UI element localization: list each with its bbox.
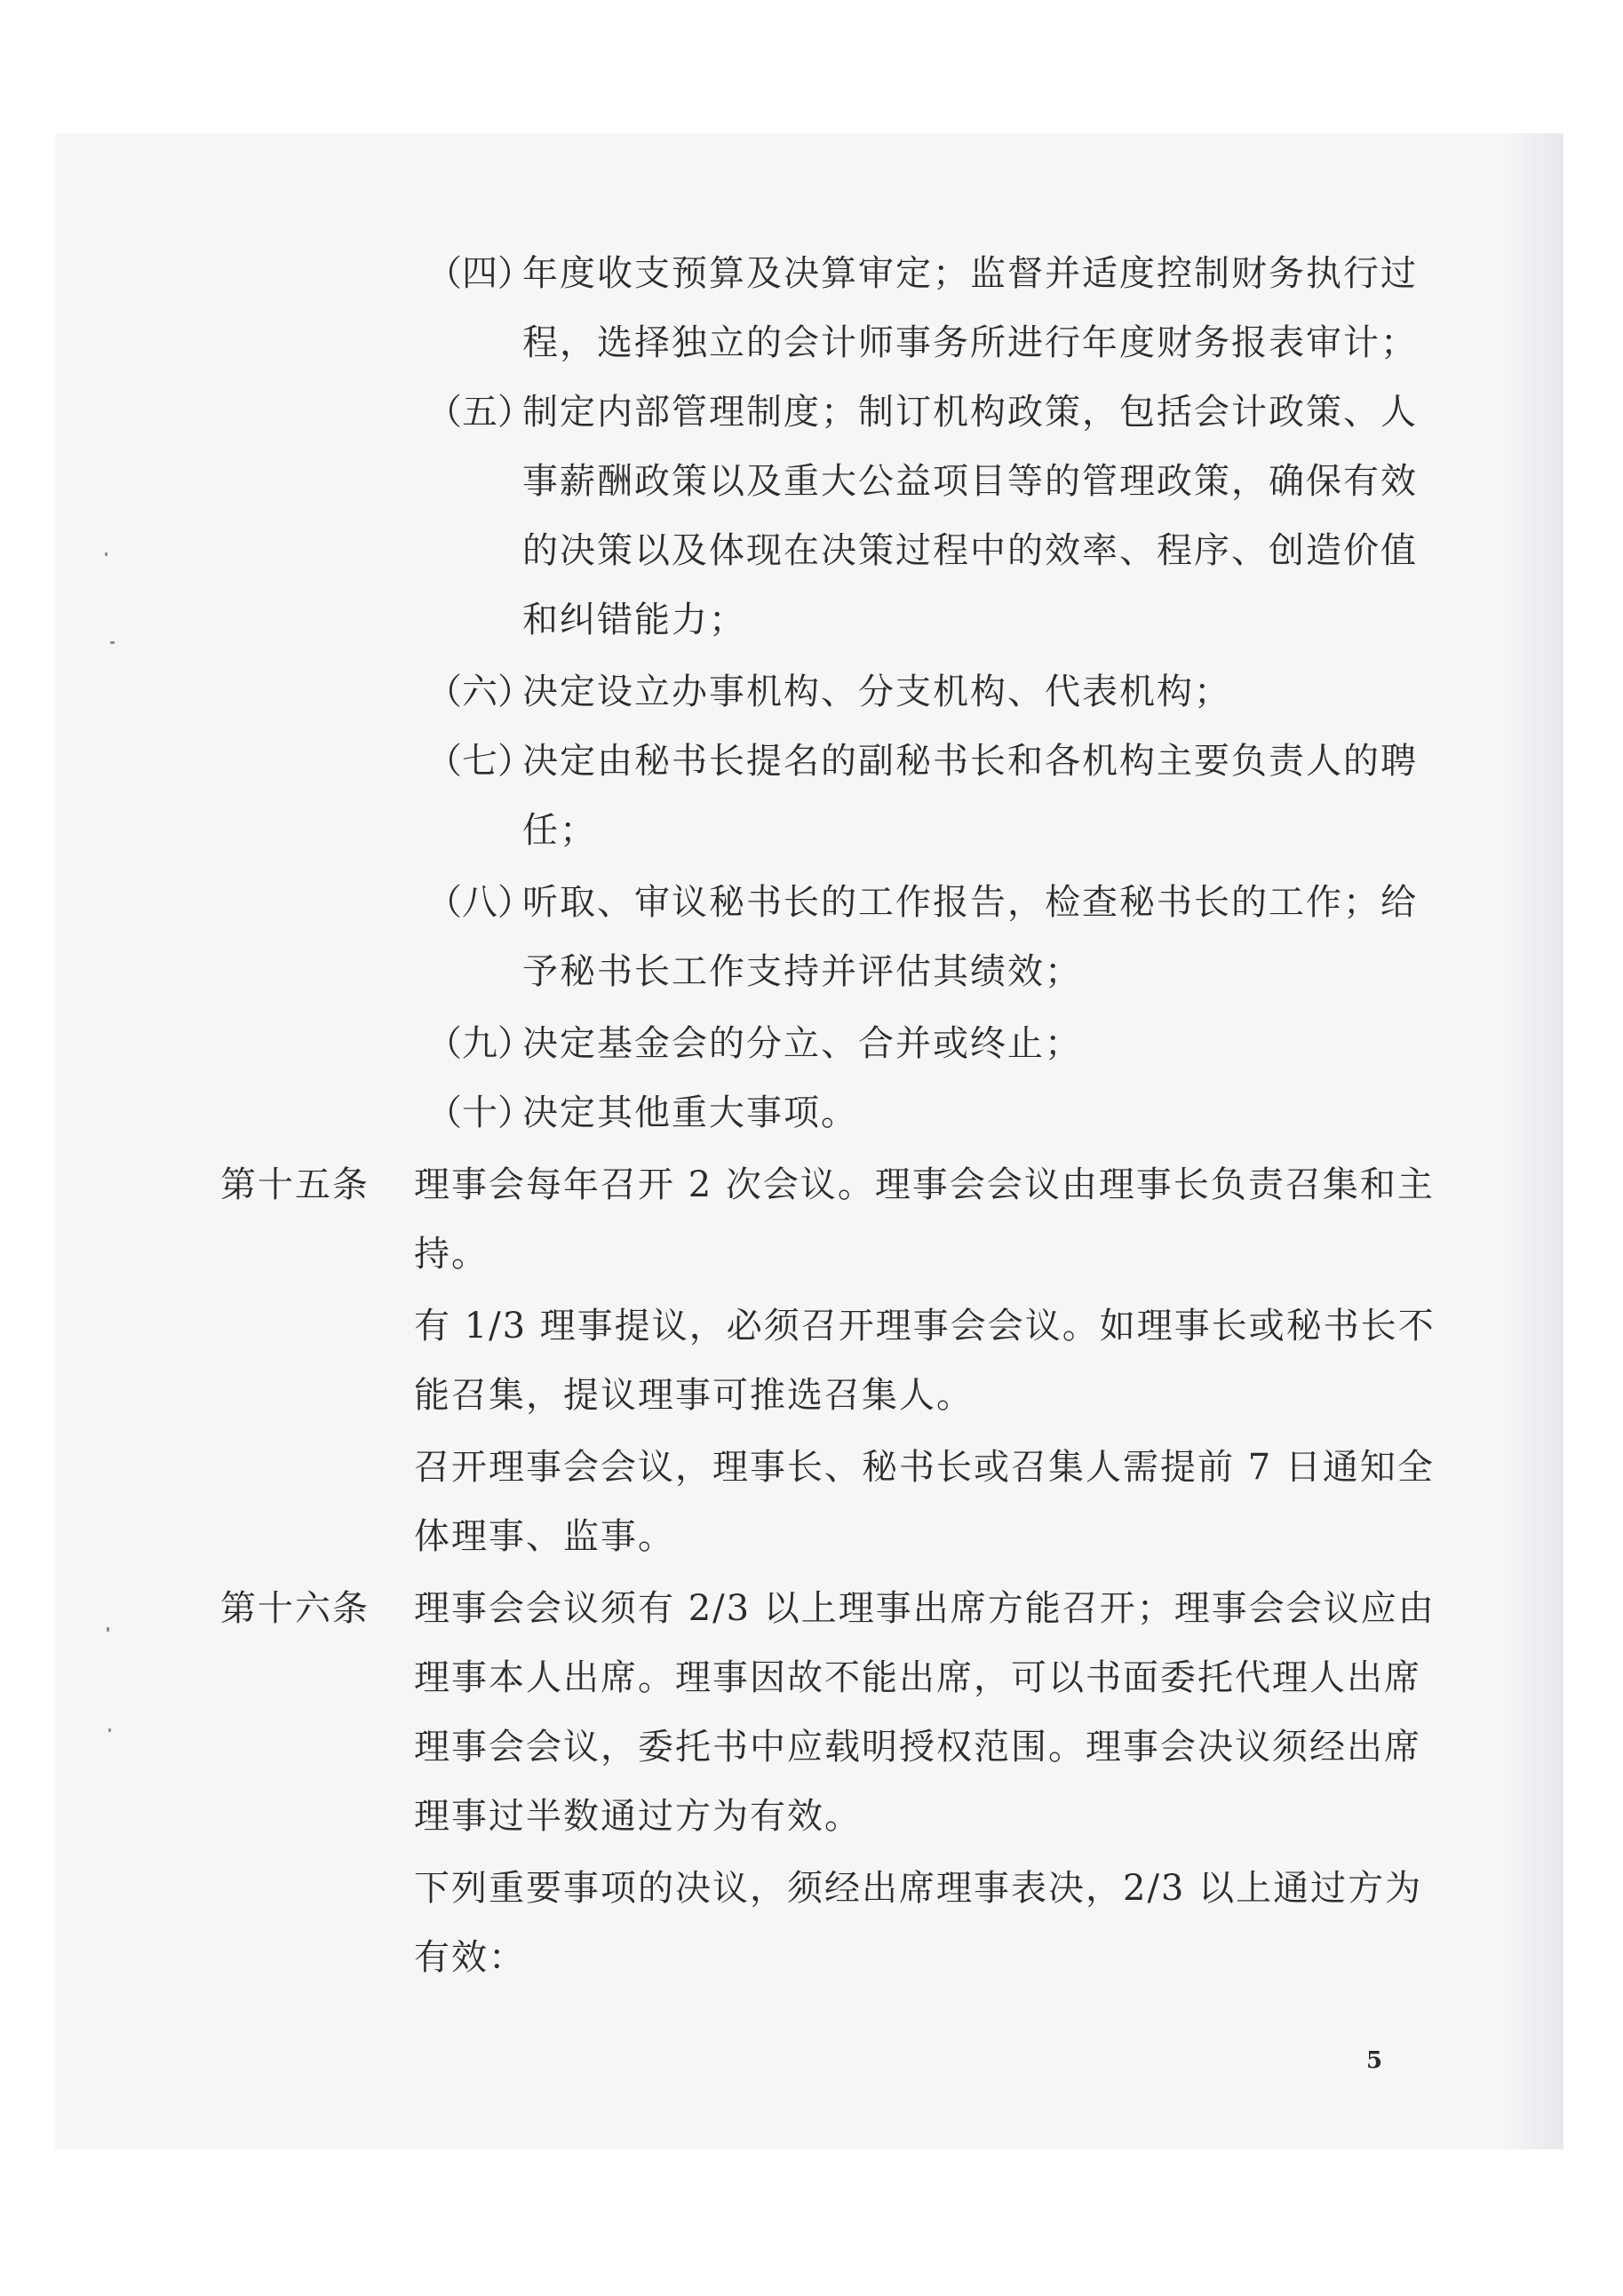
article-15-p1-line-2: 持。 <box>414 1234 489 1275</box>
item-marker-9: （九） <box>426 1023 533 1064</box>
article-16-p1-line-4: 理事过半数通过方为有效。 <box>414 1796 862 1837</box>
scan-speck <box>105 552 107 556</box>
article-15-p3-line-1: 召开理事会会议，理事长、秘书长或召集人需提前 7 日通知全 <box>414 1447 1435 1488</box>
item-marker-4: （四） <box>426 253 533 294</box>
page-number: 5 <box>1366 2047 1383 2074</box>
article-15-p2-line-2: 能召集，提议理事可推选召集人。 <box>414 1375 974 1416</box>
article-15-p1-line-1: 理事会每年召开 2 次会议。理事会会议由理事长负责召集和主 <box>414 1164 1435 1205</box>
item-7-line-1: 决定由秘书长提名的副秘书长和各机构主要负责人的聘 <box>522 741 1418 782</box>
item-marker-10: （十） <box>426 1092 533 1133</box>
item-5-line-4: 和纠错能力； <box>522 600 746 640</box>
item-marker-6: （六） <box>426 671 533 712</box>
article-16-p2-line-2: 有效： <box>414 1937 526 1978</box>
item-marker-5: （五） <box>426 392 533 433</box>
article-15-p3-line-2: 体理事、监事。 <box>414 1516 675 1557</box>
item-10-line-1: 决定其他重大事项。 <box>522 1092 858 1133</box>
article-15-p2-line-1: 有 1/3 理事提议，必须召开理事会会议。如理事长或秘书长不 <box>414 1306 1436 1347</box>
item-6-line-1: 决定设立办事机构、分支机构、代表机构； <box>522 671 1231 712</box>
item-8-line-2: 予秘书长工作支持并评估其绩效； <box>522 951 1082 992</box>
item-marker-7: （七） <box>426 741 533 782</box>
item-marker-8: （八） <box>426 882 533 923</box>
item-7-line-2: 任； <box>522 810 597 851</box>
item-9-line-1: 决定基金会的分立、合并或终止； <box>522 1023 1082 1064</box>
article-16-p2-line-1: 下列重要事项的决议，须经出席理事表决，2/3 以上通过方为 <box>414 1868 1423 1909</box>
scan-speck <box>110 641 115 644</box>
article-16-p1-line-1: 理事会会议须有 2/3 以上理事出席方能召开；理事会会议应由 <box>414 1588 1436 1629</box>
item-5-line-1: 制定内部管理制度；制订机构政策，包括会计政策、人 <box>522 392 1418 433</box>
article-15-heading: 第十五条 <box>220 1164 370 1205</box>
article-16-p1-line-3: 理事会会议，委托书中应载明授权范围。理事会决议须经出席 <box>414 1727 1421 1768</box>
item-4-line-2: 程，选择独立的会计师事务所进行年度财务报表审计； <box>522 322 1418 363</box>
item-5-line-2: 事薪酬政策以及重大公益项目等的管理政策，确保有效 <box>522 461 1418 502</box>
item-4-line-1: 年度收支预算及决算审定；监督并适度控制财务执行过 <box>522 253 1418 294</box>
article-16-heading: 第十六条 <box>220 1588 370 1629</box>
article-16-p1-line-2: 理事本人出席。理事因故不能出席，可以书面委托代理人出席 <box>414 1657 1421 1698</box>
scan-speck <box>108 1728 111 1732</box>
scan-speck <box>107 1627 109 1632</box>
item-5-line-3: 的决策以及体现在决策过程中的效率、程序、创造价值 <box>522 530 1418 571</box>
item-8-line-1: 听取、审议秘书长的工作报告，检查秘书长的工作；给 <box>522 882 1418 923</box>
